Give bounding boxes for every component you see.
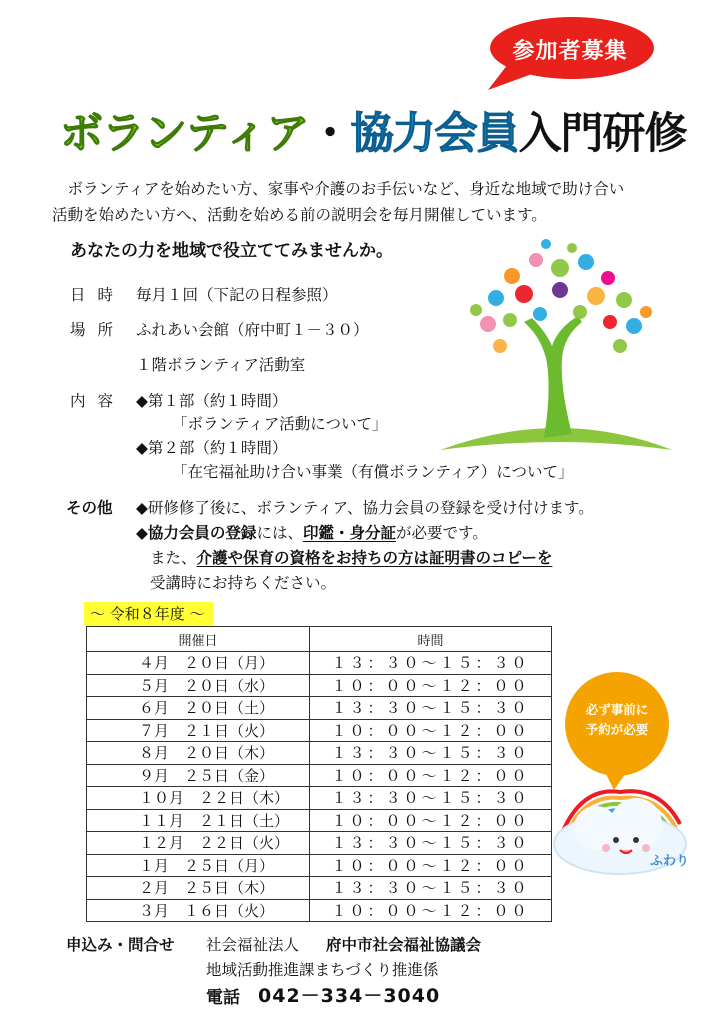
mascot-name: ふわり <box>650 854 690 869</box>
other-note-3-pre: また、 <box>150 549 197 567</box>
schedule-time: １０：００～１２：００ <box>310 764 552 787</box>
datetime-label: 日時 <box>70 286 126 304</box>
catch-copy: あなたの力を地域で役立ててみませんか。 <box>70 241 393 261</box>
schedule-time: １０：００～１２：００ <box>310 899 552 922</box>
schedule-row <box>87 697 552 720</box>
reservation-line-2: 予約が必要 <box>585 722 649 737</box>
mascot-cloud <box>540 778 700 878</box>
schedule-date: ７月 ２１日（火） <box>87 719 310 742</box>
schedule-time: １０：００～１２：００ <box>310 719 552 742</box>
schedule-row <box>87 899 552 922</box>
schedule-time: １０：００～１２：００ <box>310 674 552 697</box>
header-time: 時間 <box>310 627 552 652</box>
schedule-date: １２月 ２２日（火） <box>87 832 310 855</box>
header-date: 開催日 <box>87 627 310 652</box>
department: 地域活動推進課まちづくり推進係 <box>206 961 439 979</box>
schedule-date: ３月 １６日（火） <box>87 899 310 922</box>
part2-topic: 「在宅福祉助け合い事業（有償ボランティア）について」 <box>172 463 574 481</box>
schedule-date: １０月 ２２日（木） <box>87 787 310 810</box>
phone-number: 042－334－3040 <box>258 985 441 1007</box>
reservation-bubble <box>562 672 672 782</box>
other-label: その他 <box>66 499 113 517</box>
fiscal-year-label: ～ 令和８年度 ～ <box>84 602 213 626</box>
title-dot: ・ <box>308 109 351 159</box>
intro-text <box>52 176 692 228</box>
contact-label: 申込み・問合せ <box>66 936 175 954</box>
schedule-row <box>87 877 552 900</box>
reservation-text <box>562 700 672 740</box>
title-volunteer: ボランティア <box>60 109 309 159</box>
schedule-time: １３：３０～１５：３０ <box>310 832 552 855</box>
badge-text: 参加者募集 <box>512 39 628 64</box>
part2-heading: ◆第２部（約１時間） <box>136 439 288 457</box>
schedule-row <box>87 854 552 877</box>
other-note-2-bullet: ◆ <box>136 524 148 542</box>
schedule-time: １３：３０～１５：３０ <box>310 877 552 900</box>
place-label: 場所 <box>70 321 126 339</box>
schedule-row <box>87 787 552 810</box>
intro-line-1: ボランティアを始めたい方、家事や介護のお手伝いなど、身近な地域で助け合い <box>67 180 625 198</box>
schedule-date: １１月 ２１日（土） <box>87 809 310 832</box>
schedule-date: ４月 ２０日（月） <box>87 652 310 675</box>
schedule-row <box>87 764 552 787</box>
schedule-time: １３：３０～１５：３０ <box>310 742 552 765</box>
other-note-2 <box>136 521 488 543</box>
other-note-2-bold: 協力会員の登録 <box>147 524 257 542</box>
other-note-1: ◆研修修了後に、ボランティア、協力会員の登録を受け付けます。 <box>136 499 594 517</box>
schedule-time: １３：３０～１５：３０ <box>310 652 552 675</box>
intro-line-2: 活動を始めたい方へ、活動を始める前の説明会を毎月開催しています。 <box>52 206 547 224</box>
org-name: 府中市社会福祉協議会 <box>326 936 482 954</box>
schedule-header-row <box>87 627 552 652</box>
schedule-table <box>86 626 552 922</box>
other-note-3 <box>150 546 552 568</box>
schedule-date: ８月 ２０日（木） <box>87 742 310 765</box>
other-note-2-required: 印鑑・身分証 <box>302 524 396 542</box>
schedule-time: １３：３０～１５：３０ <box>310 787 552 810</box>
schedule-row <box>87 719 552 742</box>
schedule-time: １０：００～１２：００ <box>310 854 552 877</box>
other-note-3-qualification: 介護や保育の資格をお持ちの方は証明書のコピーを <box>196 549 553 567</box>
part1-heading: ◆第１部（約１時間） <box>136 392 288 410</box>
reservation-line-1: 必ず事前に <box>585 702 649 717</box>
schedule-row <box>87 809 552 832</box>
title-intro-training: 入門研修 <box>518 109 687 159</box>
datetime-value: 毎月１回（下記の日程参照） <box>136 286 338 304</box>
other-note-2-end: が必要です。 <box>395 524 488 542</box>
schedule-time: １３：３０～１５：３０ <box>310 697 552 720</box>
page-title <box>60 100 687 161</box>
schedule-row <box>87 652 552 675</box>
schedule-date: ２月 ２５日（木） <box>87 877 310 900</box>
schedule-date: １月 ２５日（月） <box>87 854 310 877</box>
other-note-2-mid: には、 <box>256 524 303 542</box>
tree-hands-illustration <box>440 238 672 456</box>
schedule-row <box>87 742 552 765</box>
part1-topic: 「ボランティア活動について」 <box>172 415 388 433</box>
recruitment-badge <box>482 12 658 92</box>
org-type: 社会福祉法人 <box>206 936 300 954</box>
schedule-time: １０：００～１２：００ <box>310 809 552 832</box>
place-value: ふれあい会館（府中町１－３０） <box>136 321 369 339</box>
other-note-4: 受講時にお持ちください。 <box>150 574 337 592</box>
schedule-date: ５月 ２０日（水） <box>87 674 310 697</box>
content-label: 内容 <box>70 392 126 410</box>
schedule-date: ６月 ２０日（土） <box>87 697 310 720</box>
schedule-row <box>87 832 552 855</box>
title-cooperating-member: 協力会員 <box>350 109 519 159</box>
place-room: １階ボランティア活動室 <box>136 356 306 374</box>
schedule-row <box>87 674 552 697</box>
schedule-date: ９月 ２５日（金） <box>87 764 310 787</box>
phone-label: 電話 <box>206 988 240 1008</box>
